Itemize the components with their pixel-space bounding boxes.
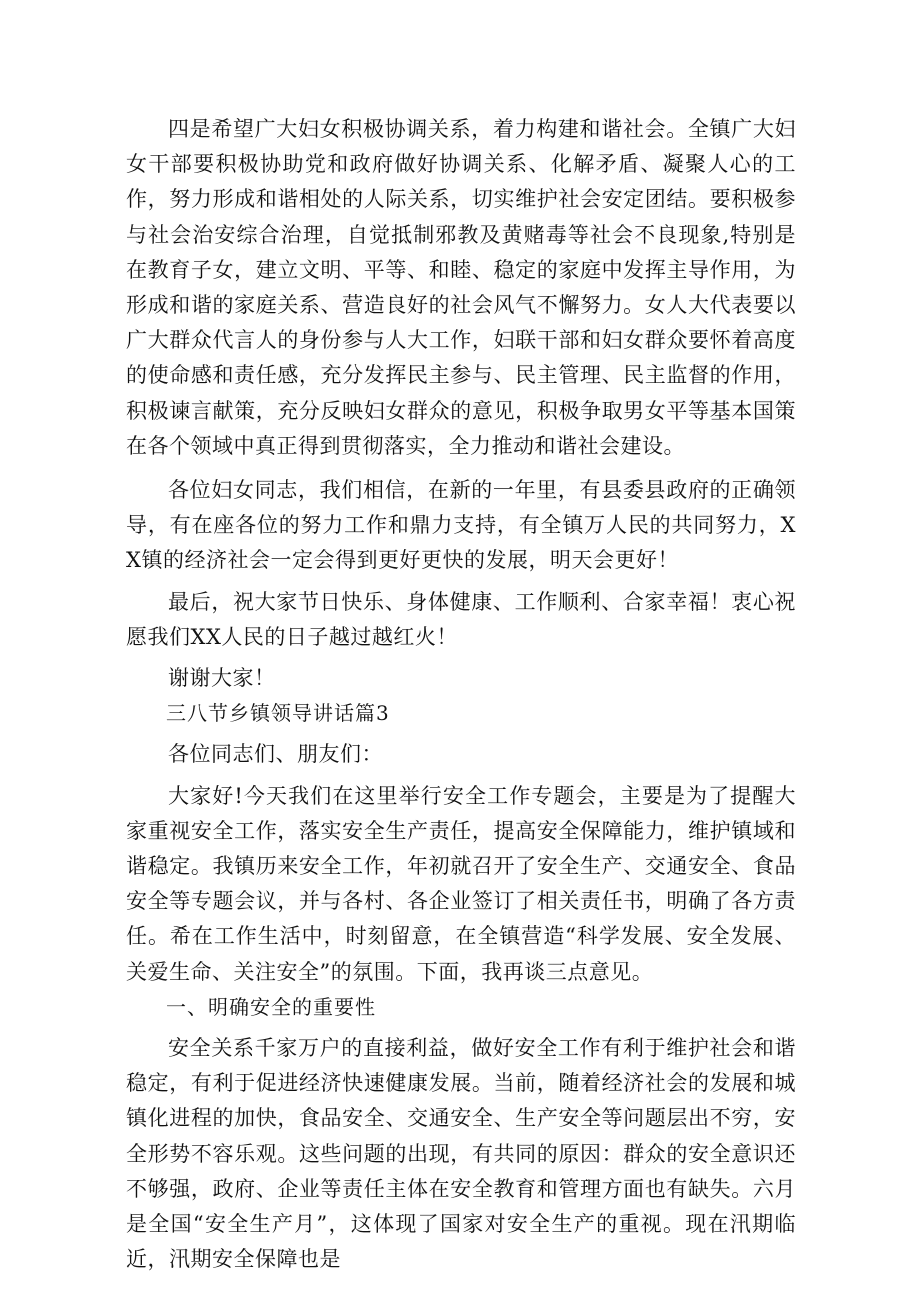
paragraph-importance: 安全关系千家万户的直接利益，做好安全工作有利于维护社会和谐稳定，有利于促进经济快速健康发展。当前，随着经济社会的发展和城镇化进程的加快，食品安全、交通安全、生产安全等问题层出不穷，安全形势不容乐观。这些问题的出现，有共同的原因：群众的安全意识还不够强，政府、企业等责任主体在安全教育和管理方面也有缺失。六月是全国“安全生产月”，这体现了国家对安全生产的重视。现在汛期临近，汛期安全保障也是 — [126, 1036, 796, 1272]
paragraph-confidence: 各位妇女同志，我们相信，在新的一年里，有县委县政府的正确领导，有在座各位的努力工作和鼎力支持，有全镇万人民的共同努力，XX镇的经济社会一定会得到更好更快的发展，明天会更好！ — [126, 478, 796, 573]
paragraph-wishes: 最后，祝大家节日快乐、身体健康、工作顺利、合家幸福！衷心祝愿我们XX人民的日子越过越红火！ — [126, 589, 796, 649]
subheading-importance: 一、明确安全的重要性 — [166, 994, 376, 1019]
paragraph-thanks: 谢谢大家！ — [168, 666, 276, 691]
paragraph-intro: 大家好!今天我们在这里举行安全工作专题会，主要是为了提醒大家重视安全工作，落实安全生产责任，提高安全保障能力，维护镇域和谐稳定。我镇历来安全工作，年初就召开了安全生产、交通安全、食品安全等专题会议，并与各村、各企业签订了相关责任书，明确了各方责任。希在工作生活中，时刻留意，在全镇营造“科学发展、安全发展、关爱生命、关注安全”的氛围。下面，我再谈三点意见。 — [126, 783, 796, 984]
document-body — [126, 112, 796, 1278]
paragraph-harmony: 四是希望广大妇女积极协调关系，着力构建和谐社会。全镇广大妇女干部要积极协助党和政府做好协调关系、化解矛盾、凝聚人心的工作，努力形成和谐相处的人际关系，切实维护社会安定团结。要积极参与社会治安综合治理，自觉抵制邪教及黄赌毒等社会不良现象,特别是在教育子女，建立文明、平等、和睦、稳定的家庭中发挥主导作用，为形成和谐的家庭关系、营造良好的社会风气不懈努力。女人大代表要以广大群众代言人的身份参与人大工作，妇联干部和妇女群众要怀着高度的使命感和责任感，充分发挥民主参与、民主管理、民主监督的作用，积极谏言献策，充分反映妇女群众的意见，积极争取男女平等基本国策在各个领域中真正得到贯彻落实，全力推动和谐社会建设。 — [126, 117, 796, 458]
section-title: 三八节乡镇领导讲话篇3 — [166, 701, 390, 726]
greeting: 各位同志们、朋友们： — [168, 742, 383, 767]
